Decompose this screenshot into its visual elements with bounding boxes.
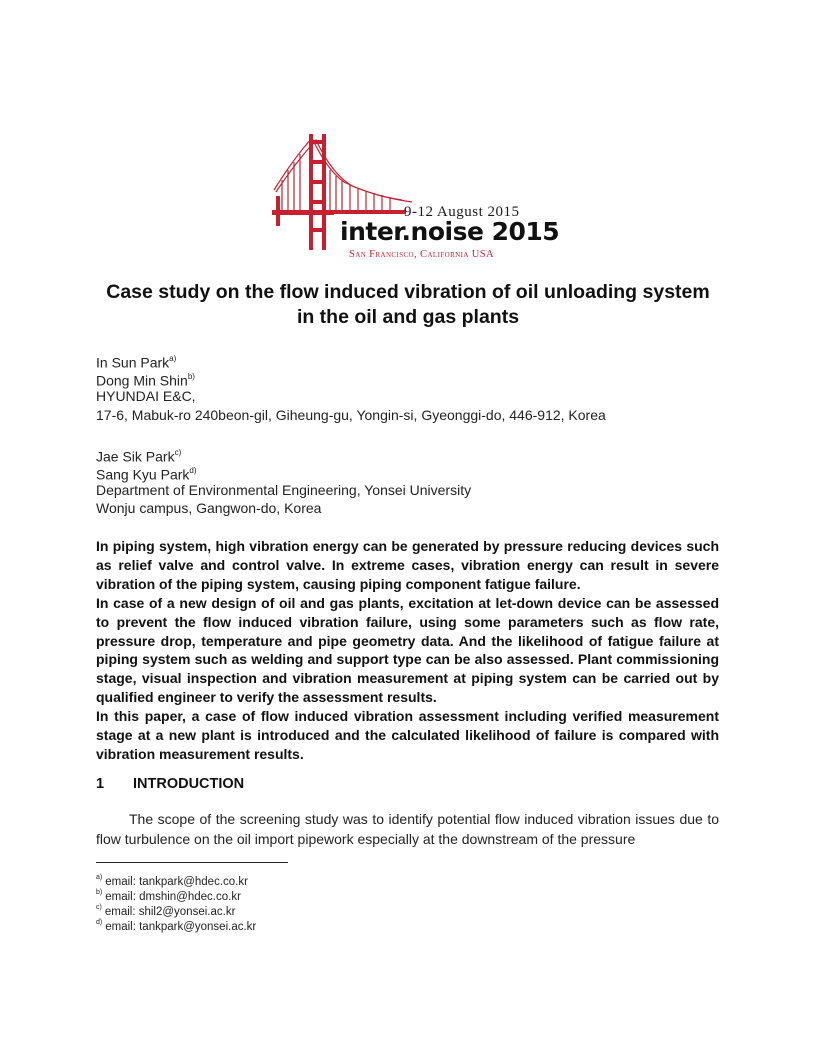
author-name: Sang Kyu Park: [96, 466, 190, 483]
author-address: Wonju campus, Gangwon-do, Korea: [96, 500, 322, 516]
author-organization: Department of Environmental Engineering, Yonsei University: [96, 482, 472, 498]
paper-title: Case study on the flow induced vibration of oil unloading system in the oil and gas plants: [106, 281, 710, 328]
footnote-email: email: tankpark@yonsei.ac.kr: [105, 920, 257, 933]
footnote-divider: [96, 862, 288, 863]
abstract-paragraph: In this paper, a case of flow induced vibration assessment including verified measurement stage at a new plant is introduced and the calculated likelihood of failure is compared with vibration measurement results.: [96, 708, 719, 762]
conference-name: inter.noise 2015: [340, 217, 560, 246]
footnote-email: email: dmshin@hdec.co.kr: [105, 890, 241, 903]
author-footnote-mark: d): [189, 466, 197, 475]
footnote-mark: a): [96, 874, 103, 881]
abstract: [96, 537, 719, 764]
abstract-paragraph: In piping system, high vibration energy can be generated by pressure reducing devices such as relief valve and control valve. In extreme cases, vibration energy can result in severe vibration of the piping system, causing piping component fatigue failure.: [96, 538, 719, 592]
footnote-email: email: shil2@yonsei.ac.kr: [104, 905, 236, 918]
author-organization: HYUNDAI E&C,: [96, 388, 196, 404]
author-footnote-mark: b): [187, 372, 195, 381]
conference-date: 9-12 August 2015: [404, 204, 520, 220]
author-name: Jae Sik Park: [96, 448, 175, 465]
footnote-mark: d): [96, 919, 103, 926]
author-name: Dong Min Shin: [96, 372, 188, 389]
conference-location: San Francisco, California USA: [349, 249, 495, 260]
author-name: In Sun Park: [96, 354, 170, 371]
author-footnote-mark: c): [174, 448, 182, 457]
footnote: [96, 916, 256, 935]
body-paragraph: The scope of the screening study was to identify potential flow induced vibration issues due to flow turbulence on the oil import pipework especially at the downstream of the pressure: [96, 811, 719, 847]
footnote-mark: c): [96, 904, 102, 911]
footnote-email: email: tankpark@hdec.co.kr: [105, 875, 248, 888]
author-footnote-mark: a): [169, 354, 177, 363]
abstract-paragraph: In case of a new design of oil and gas plants, excitation at let-down device can be assessed to prevent the flow induced vibration failure, using some parameters such as flow rate, pressure drop, temperature and pipe geometry data. And the likelihood of fatigue failure at piping system such as welding and support type can be also assessed. Plant commissioning stage, visual inspection and vibration measurement at piping system can be carried out by qualified engineer to verify the assessment results.: [96, 594, 719, 706]
author-address: 17-6, Mabuk-ro 240beon-gil, Giheung-gu, Yongin-si, Gyeonggi-do, 446-912, Korea: [96, 407, 606, 423]
footnote-mark: b): [96, 889, 103, 896]
section-heading: INTRODUCTION: [133, 776, 245, 792]
conference-logo: [272, 130, 560, 265]
section-number: 1: [96, 776, 105, 792]
